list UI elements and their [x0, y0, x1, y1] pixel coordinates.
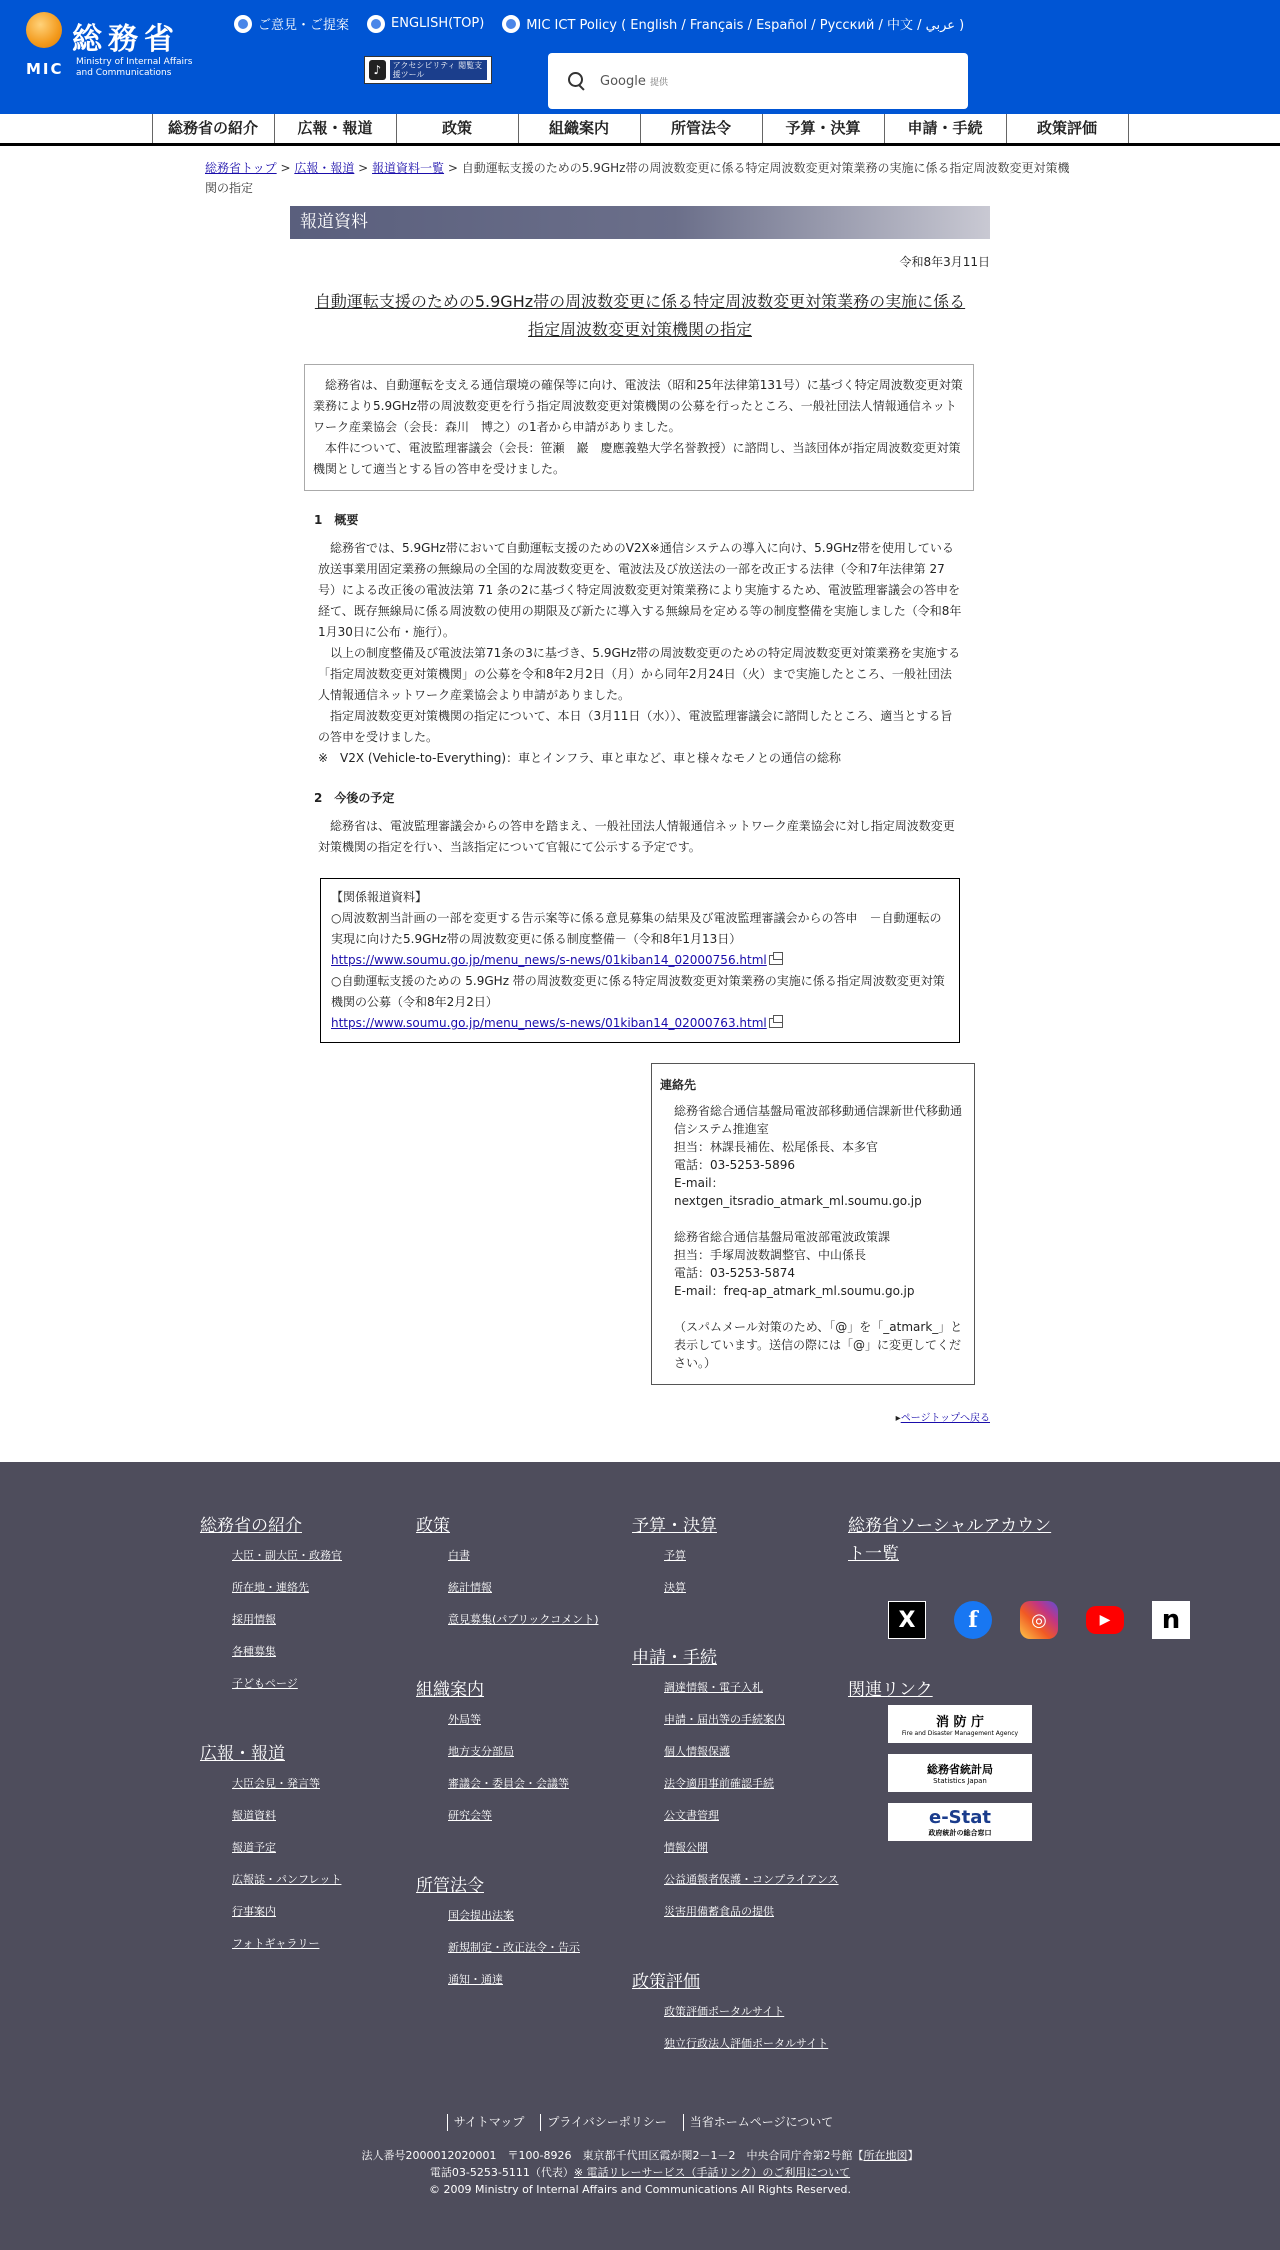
- related-links-heading-wrap: [848, 1676, 933, 1704]
- caret-right-icon: ▸: [895, 1413, 901, 1424]
- contact-email: E-mail：nextgen_itsradio_atmark_ml.soumu.go.jp: [674, 1176, 922, 1208]
- footer-bottom-links: [0, 2114, 1280, 2131]
- footer-heading[interactable]: 総務省の紹介: [200, 1516, 302, 1536]
- fdma-banner-label: 消 防 庁: [935, 1715, 985, 1730]
- breadcrumb-press-list[interactable]: 報道資料一覧: [372, 161, 445, 175]
- breadcrumb-top[interactable]: 総務省トップ: [205, 161, 277, 175]
- sitemap-link[interactable]: サイトマップ: [447, 2114, 525, 2131]
- footer-link[interactable]: 白書: [448, 1549, 470, 1562]
- footer-link[interactable]: 決算: [664, 1581, 686, 1594]
- footer-phone-line: [0, 2164, 1280, 2181]
- english-link[interactable]: [367, 14, 484, 33]
- breadcrumb: 総務省トップ > 広報・報道 > 報道資料一覧 > 自動運転支援のための5.9GHz帯の周波数変更に係る特定周波数変更対策業務の実施に係る指定周波数変更対策機関の指定: [205, 161, 1070, 195]
- footer-link[interactable]: 大臣・副大臣・政務官: [232, 1549, 342, 1562]
- fdma-banner[interactable]: [888, 1705, 1032, 1743]
- section-schedule-title: 2 今後の予定: [314, 791, 395, 805]
- nav-application[interactable]: 申請・手続: [885, 114, 1007, 143]
- footer-col-3: [632, 1512, 852, 2060]
- footer-link[interactable]: 政策評価ポータルサイト: [664, 2005, 785, 2018]
- social-heading-2[interactable]: ト一覧: [848, 1544, 899, 1564]
- relay-service-link[interactable]: ※ 電話リレーサービス（手話リンク）のご利用について: [573, 2166, 851, 2179]
- logo-mic-text: MIC: [26, 60, 64, 78]
- logo-en-text: [76, 57, 192, 79]
- logo-en-line1: Ministry of Internal Affairs: [76, 57, 193, 67]
- instagram-icon[interactable]: ◎: [1020, 1601, 1058, 1639]
- map-link[interactable]: 所在地図: [863, 2149, 908, 2162]
- speaker-icon: ♪: [369, 60, 386, 80]
- footer-link[interactable]: 法令適用事前確認手続: [664, 1777, 774, 1790]
- contact-heading: 連絡先: [660, 1078, 697, 1092]
- footer-link[interactable]: 個人情報保護: [664, 1745, 730, 1758]
- site-footer: [0, 1462, 1280, 2250]
- summary-paragraph: 総務省は、自動運転を支える通信環境の確保等に向け、電波法（昭和25年法律第131号）に基づく特定周波数変更対策業務により5.9GHz帯の周波数変更を行う指定周波数変更対策機関の公募を行ったところ、一般社団法人情報通信ネットワーク産業協会（会長：森川 博之）の1者から申請がありました。: [313, 378, 963, 434]
- ict-policy-link-label: MIC ICT Policy ( English / Français / Español / Русский / 中文 / عربي ): [526, 18, 965, 33]
- logo-en-line2: and Communications: [76, 68, 172, 78]
- footer-link[interactable]: 大臣会見・発言等: [232, 1777, 320, 1790]
- nav-about[interactable]: 総務省の紹介: [153, 114, 275, 143]
- search-box[interactable]: [548, 53, 968, 109]
- footer-link[interactable]: 情報公開: [664, 1841, 708, 1854]
- nav-budget[interactable]: 予算・決算: [763, 114, 885, 143]
- mic-logo[interactable]: [24, 12, 214, 82]
- footer-address: 法人番号2000012020001 〒100-8926 東京都千代田区霞が関2－1－2 中央合同庁舎第2号館: [361, 2149, 853, 2162]
- footer-link[interactable]: フォトギャラリー: [232, 1937, 320, 1950]
- spam-note: （スパムメール対策のため、「@」を「_atmark_」と表示しています。送信の際には「@」に変更してください。）: [674, 1320, 963, 1370]
- summary-box: [304, 364, 974, 491]
- copyright: © 2009 Ministry of Internal Affairs and Communications All Rights Reserved.: [429, 2183, 851, 2196]
- opinion-link[interactable]: [234, 14, 349, 33]
- nav-evaluation[interactable]: 政策評価: [1007, 114, 1129, 143]
- search-placeholder: Google: [600, 73, 646, 89]
- footer-heading[interactable]: 広報・報道: [200, 1744, 285, 1764]
- privacy-link[interactable]: プライバシーポリシー: [540, 2114, 666, 2131]
- section-schedule-body: [318, 816, 962, 858]
- footer-link[interactable]: 災害用備蓄食品の提供: [664, 1905, 774, 1918]
- header-top-links: [234, 14, 964, 33]
- x-icon[interactable]: X: [888, 1601, 926, 1639]
- footer-link[interactable]: 外局等: [448, 1713, 481, 1726]
- breadcrumb-current: 自動運転支援のための5.9GHz帯の周波数変更に係る特定周波数変更対策業務の実施に係る指定周波数変更対策機関の指定: [205, 161, 1070, 195]
- accessibility-tool-button[interactable]: [364, 56, 492, 84]
- nav-policy[interactable]: 政策: [397, 114, 519, 143]
- footer-link[interactable]: 行事案内: [232, 1905, 276, 1918]
- estat-banner[interactable]: [888, 1803, 1032, 1841]
- footer-heading[interactable]: 政策評価: [632, 1972, 700, 1992]
- footer-link[interactable]: 審議会・委員会・会議等: [448, 1777, 569, 1790]
- social-icons: [888, 1601, 1190, 1639]
- section-overview-body: [318, 538, 962, 769]
- footer-link[interactable]: 地方支分部局: [448, 1745, 514, 1758]
- english-link-label: ENGLISH(TOP): [391, 16, 485, 31]
- page-title-line1: 自動運転支援のための5.9GHz帯の周波数変更に係る特定周波数変更対策業務の実施に係る: [314, 292, 966, 311]
- note-icon[interactable]: n: [1152, 1601, 1190, 1639]
- estat-banner-label: e-Stat: [929, 1806, 991, 1828]
- v2x-note: ※ V2X (Vehicle-to-Everything)：車とインフラ、車と車など、車と様々なモノとの通信の総称: [318, 751, 842, 765]
- footer-link[interactable]: 各種募集: [232, 1645, 276, 1658]
- footer-link[interactable]: 報道資料: [232, 1809, 276, 1822]
- footer-link[interactable]: 報道予定: [232, 1841, 276, 1854]
- site-header: [0, 0, 1280, 114]
- footer-phone: 電話03-5253-5111（代表）: [429, 2166, 574, 2179]
- related-item-text: ○周波数割当計画の一部を変更する告示案等に係る意見募集の結果及び電波監理審議会からの答申 －自動運転の実現に向けた5.9GHz帯の周波数変更に係る制度整備－（令和8年1月13日）: [331, 911, 942, 946]
- stat-bureau-banner-label: 総務省統計局: [927, 1763, 993, 1776]
- opinion-link-label: ご意見・ご提案: [258, 18, 350, 33]
- footer-address-line: 法人番号2000012020001 〒100-8926 東京都千代田区霞が関2－1－2 中央合同庁舎第2号館【所在地図】: [361, 2149, 919, 2162]
- footer-col-4: [848, 1512, 1088, 1568]
- footer-link[interactable]: 独立行政法人評価ポータルサイト: [664, 2037, 829, 2050]
- footer-link[interactable]: 新規制定・改正法令・告示: [448, 1941, 580, 1954]
- contact-staff: 担当：林課長補佐、松尾係長、本多官: [674, 1140, 879, 1154]
- page-top: [290, 1409, 990, 1424]
- footer-link[interactable]: 調達情報・電子入札: [664, 1681, 763, 1694]
- new-window-icon: [769, 1018, 783, 1028]
- related-item-text: ○自動運転支援のための 5.9GHz 帯の周波数変更に係る特定周波数変更対策業務の実施に係る指定周波数変更対策機関の公募（令和8年2月2日）: [331, 974, 945, 1009]
- release-date: 令和8年3月11日: [899, 255, 990, 269]
- section-heading: 報道資料: [290, 206, 990, 239]
- related-item-link[interactable]: https://www.soumu.go.jp/menu_news/s-news/01kiban14_02000763.html: [331, 1016, 767, 1030]
- summary-paragraph: 本件について、電波監理審議会（会長：笹瀬 巖 慶應義塾大学名誉教授）に諮問し、当該団体が指定周波数変更対策機関として適当とする旨の答申を受けました。: [313, 441, 961, 476]
- fdma-banner-sub: Fire and Disaster Management Agency: [901, 1730, 1019, 1737]
- stat-bureau-banner[interactable]: [888, 1754, 1032, 1792]
- footer-heading[interactable]: 組織案内: [416, 1680, 484, 1700]
- search-provided: 提供: [649, 77, 668, 88]
- radio-dot-icon: [367, 15, 385, 33]
- footer-heading[interactable]: 申請・手続: [632, 1648, 717, 1668]
- footer-link[interactable]: 予算: [664, 1549, 686, 1562]
- youtube-icon[interactable]: ▶: [1086, 1606, 1124, 1634]
- contact-email: E-mail：freq-ap_atmark_ml.soumu.go.jp: [674, 1284, 915, 1298]
- schedule-paragraph: 総務省は、電波監理審議会からの答申を踏まえ、一般社団法人情報通信ネットワーク産業協会に対し指定周波数変更対策機関の指定を行い、当該指定について官報にて公示する予定です。: [318, 819, 955, 854]
- footer-link[interactable]: 申請・届出等の手続案内: [664, 1713, 785, 1726]
- footer-link[interactable]: 広報誌・パンフレット: [232, 1873, 342, 1886]
- page-title-line2: 指定周波数変更対策機関の指定: [527, 320, 752, 339]
- overview-paragraph: 指定周波数変更対策機関の指定について、本日（3月11日（水））、電波監理審議会に諮問したところ、適当とする旨の答申を受けました。: [318, 709, 953, 744]
- logo-emblem-icon: [26, 12, 62, 48]
- accessibility-label: アクセシビリティ 閲覧支援ツール: [390, 60, 487, 80]
- stat-bureau-banner-sub: Statistics Japan: [933, 1777, 987, 1785]
- nav-press[interactable]: 広報・報道: [275, 114, 397, 143]
- footer-link[interactable]: 公文書管理: [664, 1809, 719, 1822]
- breadcrumb-press[interactable]: 広報・報道: [294, 161, 355, 175]
- nav-laws[interactable]: 所管法令: [641, 114, 763, 143]
- footer-heading[interactable]: 所管法令: [416, 1876, 484, 1896]
- footer-link[interactable]: 採用情報: [232, 1613, 276, 1626]
- footer-bottom: [0, 2114, 1280, 2198]
- new-window-icon: [769, 955, 783, 965]
- estat-banner-sub: 政府統計の総合窓口: [928, 1828, 992, 1837]
- contact-dept: 総務省総合通信基盤局電波部電波政策課: [674, 1230, 891, 1244]
- page-top-link[interactable]: ページトップへ戻る: [900, 1413, 990, 1424]
- radio-dot-icon: [502, 15, 520, 33]
- footer-link[interactable]: 意見募集(パブリックコメント): [448, 1613, 599, 1626]
- contact-phone: 電話：03-5253-5874: [674, 1266, 796, 1280]
- related-item-link[interactable]: https://www.soumu.go.jp/menu_news/s-news/01kiban14_02000756.html: [331, 953, 767, 967]
- footer-link[interactable]: 研究会等: [448, 1809, 492, 1822]
- footer-heading[interactable]: 政策: [416, 1516, 450, 1536]
- social-heading[interactable]: 総務省ソーシャルアカウン: [848, 1516, 1052, 1536]
- page-title: [290, 288, 990, 344]
- contact-phone: 電話：03-5253-5896: [674, 1158, 796, 1172]
- contact-box: [651, 1063, 975, 1385]
- about-site-link[interactable]: 当省ホームページについて: [683, 2114, 834, 2131]
- footer-heading[interactable]: 予算・決算: [632, 1516, 717, 1536]
- overview-paragraph: 以上の制度整備及び電波法第71条の3に基づき、5.9GHz帯の周波数変更のための特定周波数変更対策業務を実施する「指定周波数変更対策機関」の公募を令和8年2月2日（月）から同年2月24日（火）まで実施したところ、一般社団法人情報通信ネットワーク産業協会より申請がありました。: [318, 646, 961, 702]
- overview-paragraph: 総務省では、5.9GHz帯において自動運転支援のためのV2X※通信システムの導入に向け、5.9GHz帯を使用している放送事業用固定業務の無線局の全国的な周波数変更を、電波法及び放送法の一部を改正する法律（令和7年法律第 27 号）による改正後の電波法第 71 条の2に基づく特定周波数変更対策業務により実施するため、電波監理審議会の答申を経て、既存無線局に係る周波数の使用の期限及び新たに導入する無線局を定める等の制度整備を実施しました（令和8年1月30日に公布・施行）。: [318, 541, 962, 639]
- footer-col-1: [200, 1512, 400, 1960]
- logo-jp-text: 総務省: [72, 22, 180, 57]
- facebook-icon[interactable]: f: [954, 1601, 992, 1639]
- ict-policy-link[interactable]: [502, 14, 964, 33]
- global-nav: [0, 114, 1280, 146]
- nav-organization[interactable]: 組織案内: [519, 114, 641, 143]
- footer-link[interactable]: 統計情報: [448, 1581, 492, 1594]
- contact-dept: 総務省総合通信基盤局電波部移動通信課新世代移動通信システム推進室: [674, 1104, 963, 1136]
- footer-col-2: [416, 1512, 626, 1996]
- footer-link[interactable]: 子どもページ: [232, 1677, 298, 1690]
- related-materials-box: [320, 878, 960, 1043]
- related-links-heading[interactable]: 関連リンク: [848, 1680, 933, 1700]
- footer-link[interactable]: 国会提出法案: [448, 1909, 514, 1922]
- search-icon[interactable]: [568, 72, 586, 90]
- footer-link[interactable]: 通知・通達: [448, 1973, 503, 1986]
- footer-link[interactable]: 公益通報者保護・コンプライアンス: [664, 1873, 839, 1886]
- related-heading: 【関係報道資料】: [331, 890, 428, 904]
- section-overview-title: 1 概要: [314, 513, 359, 527]
- radio-dot-icon: [234, 15, 252, 33]
- contact-staff: 担当：手塚周波数調整官、中山係長: [674, 1248, 867, 1262]
- footer-link[interactable]: 所在地・連絡先: [232, 1581, 309, 1594]
- search-input[interactable]: [600, 74, 668, 89]
